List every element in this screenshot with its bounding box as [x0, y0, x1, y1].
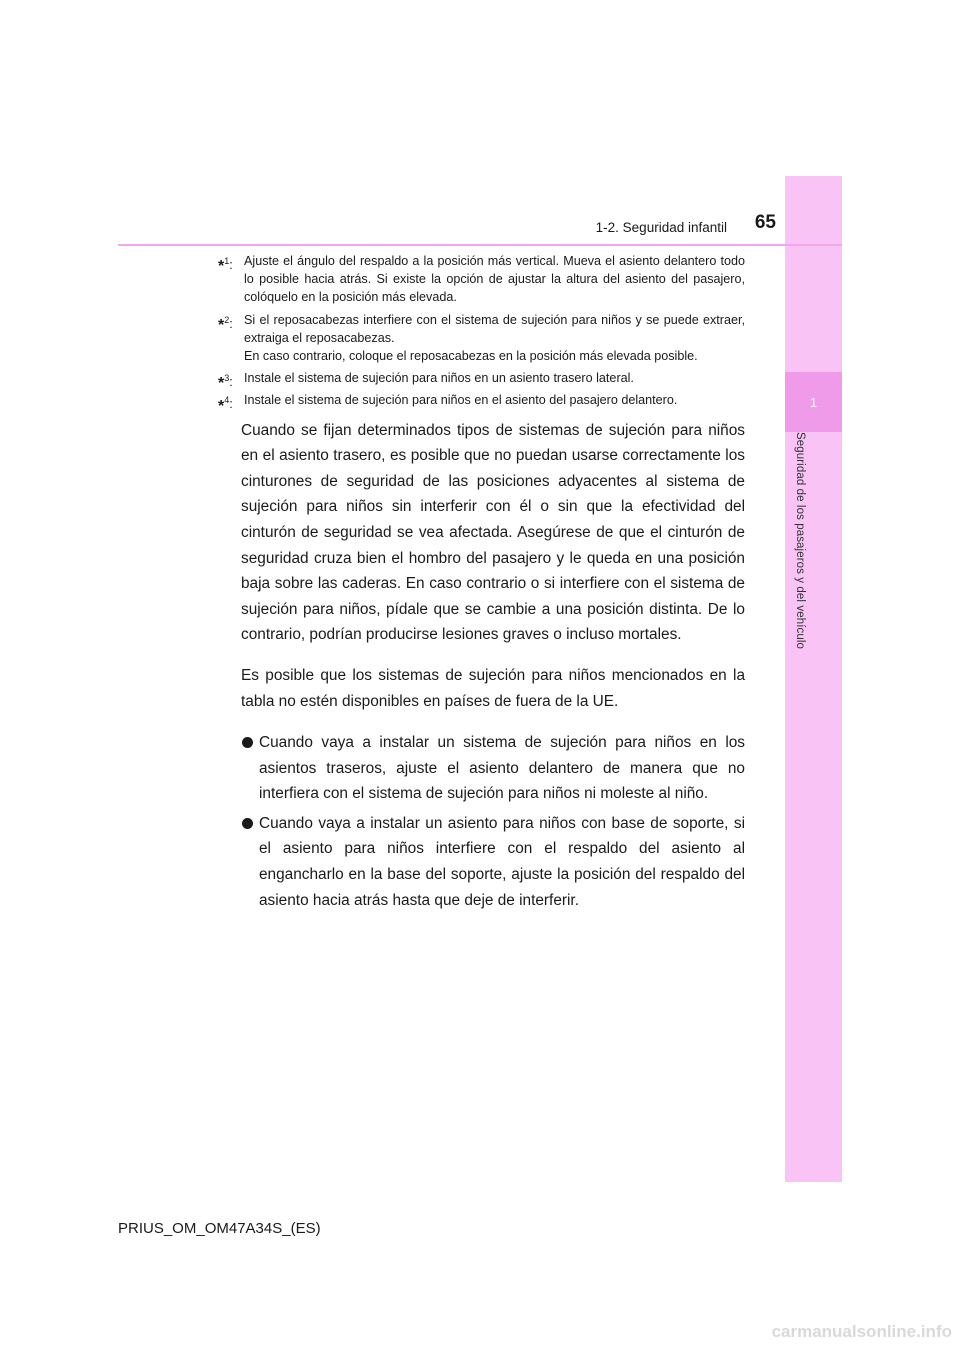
- bullet-item: [218, 811, 745, 913]
- chapter-number-tab: [785, 372, 842, 432]
- section-title: 1-2. Seguridad infantil: [595, 220, 727, 235]
- chapter-number: 1: [809, 394, 818, 410]
- footnote-text: Instale el sistema de sujeción para niños en el asiento del pasajero delantero.: [244, 393, 678, 408]
- footnote-marker: *$^1$:: [218, 256, 233, 276]
- footnote-marker: *$^4$:: [218, 395, 233, 415]
- footnote-4: [218, 391, 745, 415]
- page-content: [218, 252, 745, 913]
- footnote-text: Ajuste el ángulo del respaldo a la posición más vertical. Mueva el asiento delantero todo lo posible hacia atrás. Si existe la opción de ajustar la altura del asiento del pasajero, colóquelo en la posición más elevada.: [244, 254, 745, 305]
- bullet-icon: [242, 818, 253, 829]
- chapter-title: Seguridad de los pasajeros y del vehículo: [794, 432, 806, 649]
- footnote-text: Instale el sistema de sujeción para niños en un asiento trasero lateral.: [244, 371, 634, 386]
- footnote-text: Si el reposacabezas interfiere con el sistema de sujeción para niños y se puede extraer, extraiga el reposacabezas.: [244, 312, 745, 345]
- bullet-text: Cuando vaya a instalar un asiento para niños con base de soporte, si el asiento para niños interfiere con el respaldo del asiento al engancharlo en la base del soporte, ajuste la posición del respaldo del asiento hacia atrás hasta que deje de interferir.: [259, 814, 745, 909]
- bullet-text: Cuando vaya a instalar un sistema de sujeción para niños en los asientos traseros, ajuste el asiento delantero de manera que no interfiera con el sistema de sujeción para niños ni moleste al niño.: [259, 733, 745, 803]
- footnote-text: En caso contrario, coloque el reposacabezas en la posición más elevada posible.: [244, 349, 698, 364]
- bullet-icon: [242, 737, 253, 748]
- header-divider: [118, 244, 842, 246]
- bullet-item: [218, 730, 745, 807]
- body-paragraph: Cuando se fijan determinados tipos de sistemas de sujeción para niños en el asiento trasero, es posible que no puedan usarse correctamente los cinturones de seguridad de las posiciones adyacentes al sistema de sujeción para niños sin interferir con él o sin que la efectividad del cinturón de seguridad se vea afectada. Asegúrese de que el cinturón de seguridad cruza bien el hombro del pasajero y le queda en una posición baja sobre las caderas. En caso contrario o si interfiere con el sistema de sujeción para niños, pídale que se cambie a una posición distinta. De lo contrario, podrían producirse lesiones graves o incluso mortales.: [241, 421, 745, 644]
- page-number: 65: [754, 212, 776, 233]
- watermark: carmanualsonline.info: [771, 1322, 952, 1341]
- footnote-1: [218, 252, 745, 307]
- footnote-3: [218, 369, 745, 393]
- footnote-marker: *$^3$:: [218, 373, 233, 393]
- document-code: PRIUS_OM_OM47A34S_(ES): [118, 1220, 321, 1237]
- body-paragraph: Es posible que los sistemas de sujeción para niños mencionados en la tabla no estén disponibles en países de fuera de la UE.: [241, 667, 745, 710]
- footnote-marker: *$^2$:: [218, 314, 233, 334]
- footnote-2: [218, 311, 745, 366]
